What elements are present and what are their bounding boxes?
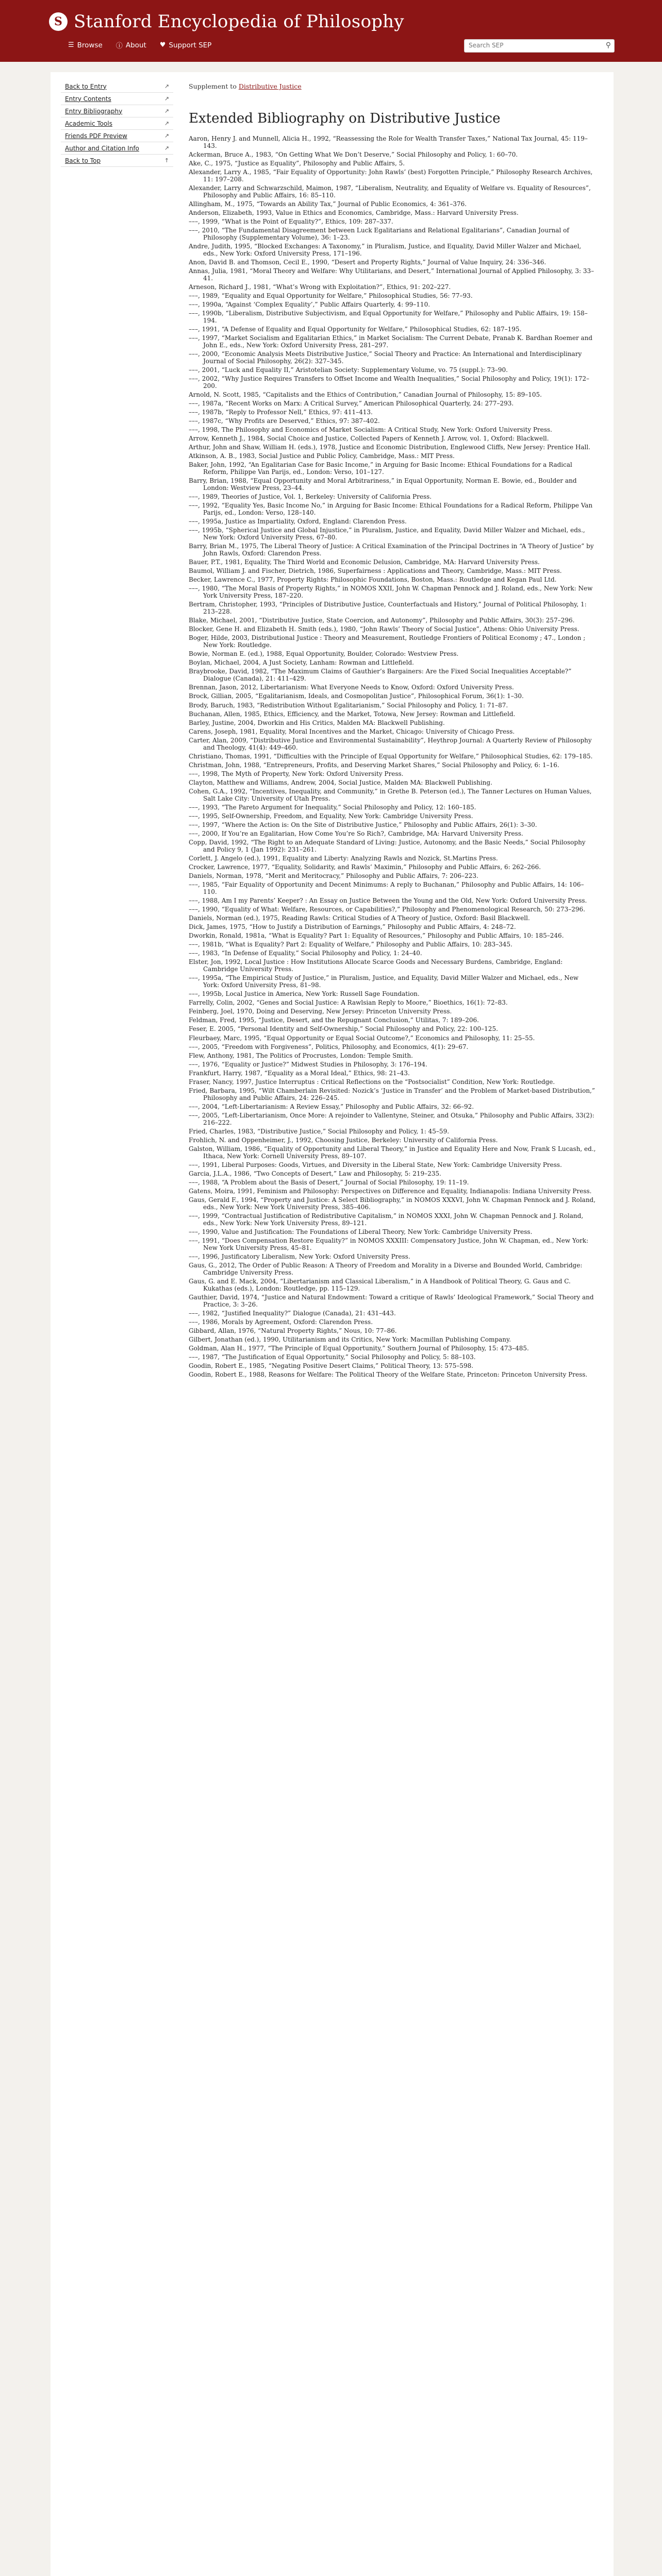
- bibliography-entry: Fraser, Nancy, 1997, Justice Interruptus : Critical Reflections on the “Postsocialist” Condition, New York: Routledge.: [189, 1078, 555, 1086]
- bibliography-entry: –––, 1983, “In Defense of Equality,” Social Philosophy and Policy, 1: 24–40.: [189, 950, 422, 957]
- bibliography-entry: –––, 1991, Liberal Purposes: Goods, Virtues, and Diversity in the Liberal State, New York: Cambridge University Press.: [189, 1161, 562, 1168]
- sidebar-item-label[interactable]: Author and Citation Info: [65, 144, 139, 152]
- external-link-icon: ↗: [164, 132, 169, 139]
- bibliography-entry: Becker, Lawrence C., 1977, Property Rights: Philosophic Foundations, Boston, Mass.: Routledge and Kegan Paul Ltd.: [189, 576, 557, 584]
- bibliography-entry: Barry, Brian, 1988, “Equal Opportunity and Moral Arbitrariness,” in Equal Opportunity, Norman E. Bowie, ed., Boulder and London: Westview Press, 23–44.: [189, 477, 577, 492]
- bibliography-entry: Brennan, Jason, 2012, Libertarianism: What Everyone Needs to Know, Oxford: Oxford University Press.: [189, 684, 514, 691]
- external-link-icon: ↗: [164, 108, 169, 114]
- bibliography-entry: –––, 1999, “Contractual Justification of Redistributive Capitalism,” in NOMOS XXXI, John W. Chapman Pennock and J. Roland, eds., New York: New York University Press, 89–121.: [189, 1212, 584, 1227]
- sidebar-item-label[interactable]: Back to Top: [65, 157, 101, 164]
- supplement-prefix: Supplement to: [189, 82, 239, 90]
- bibliography-entry: –––, 1990, “Equality of What: Welfare, Resources, or Capabilities?,” Philosophy and Phenomenological Research, 50: 273–296.: [189, 906, 585, 913]
- bibliography-entry: Braybrooke, David, 1982, “The Maximum Claims of Gauthier’s Bargainers: Are the Fixed Social Inequalities Acceptable?” Dialogue (Canada), 21: 411–429.: [189, 668, 572, 683]
- bibliography-entry: Alexander, Larry A., 1985, “Fair Equality of Opportunity: John Rawls’ (best) Forgotten Principle,” Philosophy Research Archives, 11: 197–208.: [189, 168, 593, 183]
- bibliography-entry: –––, 2002, “Why Justice Requires Transfers to Offset Income and Wealth Inequalities,” Social Philosophy and Policy, 19(1): 172–200.: [189, 375, 589, 389]
- nav-browse[interactable]: [68, 40, 103, 50]
- bibliography-entry: –––, 2010, “The Fundamental Disagreement between Luck Egalitarians and Relational Egalitarians”, Canadian Journal of Philosophy (Supplementary Volume), 36: 1–23.: [189, 227, 569, 241]
- bibliography-entry: Aaron, Henry J. and Munnell, Alicia H., 1992, “Reassessing the Role for Wealth Transfer Taxes,” National Tax Journal, 45: 119–143.: [189, 135, 588, 149]
- bibliography-entry: Dworkin, Ronald, 1981a, “What is Equality? Part 1: Equality of Resources,” Philosophy and Public Affairs, 10: 185–246.: [189, 932, 564, 940]
- info-icon: ⓘ: [115, 42, 123, 50]
- bibliography-entry: Frankfurt, Harry, 1987, “Equality as a Moral Ideal,” Ethics, 98: 21–43.: [189, 1069, 410, 1077]
- site-brand[interactable]: [49, 11, 404, 32]
- sidebar-item-label[interactable]: Back to Entry: [65, 82, 107, 90]
- page-title: Extended Bibliography on Distributive Justice: [189, 111, 501, 126]
- bibliography-entry: Goodin, Robert E., 1985, “Negating Positive Desert Claims,” Political Theory, 13: 575–598.: [189, 1362, 474, 1370]
- search-box: [464, 39, 615, 53]
- sidebar-item-back-to-entry[interactable]: [61, 80, 173, 93]
- nav-about-label: About: [125, 41, 146, 49]
- bibliography-entry: Gatens, Moira, 1991, Feminism and Philosophy: Perspectives on Difference and Equality, Indianapolis: Indiana University Press.: [189, 1187, 592, 1195]
- bibliography-entry: Boger, Hilde, 2003, Distributional Justice : Theory and Measurement, Routledge Frontiers of Political Economy ; 47., London ; New York: Routledge.: [189, 634, 586, 649]
- bibliography-entry: –––, 2000, “Economic Analysis Meets Distributive Justice,” Social Theory and Practice: An International and Interdisciplinary Journal of Social Philosophy, 26(2): 327–345.: [189, 350, 582, 365]
- bibliography-entry: Cohen, G.A., 1992, “Incentives, Inequality, and Community,” in Grethe B. Peterson (ed.), The Tanner Lectures on Human Values, Salt Lake City: University of Utah Press.: [189, 787, 592, 802]
- bibliography-entry: Gibbard, Allan, 1976, “Natural Property Rights,” Nous, 10: 77–86.: [189, 1327, 397, 1334]
- bibliography-entry: –––, 2001, “Luck and Equality II,” Aristotelian Society: Supplementary Volume, vo. 75 (suppl.): 73–90.: [189, 366, 508, 374]
- search-icon[interactable]: ⚲: [605, 41, 611, 49]
- bibliography-entry: Daniels, Norman, 1978, “Merit and Meritocracy,” Philosophy and Public Affairs, 7: 206–223.: [189, 872, 478, 880]
- bibliography-entry: –––, 1995, Self-Ownership, Freedom, and Equality, New York: Cambridge University Press.: [189, 812, 473, 820]
- sidebar-item-label[interactable]: Entry Contents: [65, 95, 111, 103]
- bibliography-entry: –––, 1985, “Fair Equality of Opportunity and Decent Minimums: A reply to Buchanan,” Philosophy and Public Affairs, 14: 106–110.: [189, 881, 584, 895]
- site-header: [0, 0, 662, 62]
- nav-browse-label: Browse: [77, 41, 103, 49]
- bibliography-entry: Fried, Barbara, 1995, “Wilt Chamberlain Revisited: Nozick’s ‘Justice in Transfer’ and the Problem of Market-based Distribution,” Philosophy and Public Affairs, 24: 226–245.: [189, 1087, 595, 1101]
- bibliography-entry: Baumol, William J. and Fischer, Dietrich, 1986, Superfairness : Applications and Theory, Cambridge, Mass.: MIT Press.: [189, 567, 562, 575]
- bibliography-entry: –––, 1976, “Equality or Justice?” Midwest Studies in Philosophy, 3: 176–194.: [189, 1060, 427, 1068]
- bibliography-entry: –––, 1991, “A Defense of Equality and Equal Opportunity for Welfare,” Philosophical Studies, 62: 187–195.: [189, 326, 522, 333]
- bibliography-entry: Alexander, Larry and Schwarzschild, Maimon, 1987, “Liberalism, Neutrality, and Equality of Welfare vs. Equality of Resources”, Philosophy and Public Affairs, 16: 85–110.: [189, 184, 591, 199]
- bibliography-entry: Gaus, G., 2012, The Order of Public Reason: A Theory of Freedom and Morality in a Diverse and Bounded World, Cambridge: Cambridge University Press.: [189, 1261, 583, 1276]
- bibliography-entry: –––, 1986, Morals by Agreement, Oxford: Clarendon Press.: [189, 1318, 373, 1326]
- bibliography-entry: Boylan, Michael, 2004, A Just Society, Lanham: Rowman and Littlefield.: [189, 659, 414, 667]
- bibliography-entry: –––, 1990a, “Against ‘Complex Equality’,” Public Affairs Quarterly, 4: 99–110.: [189, 301, 431, 309]
- bibliography-entry: –––, 2005, “Freedom with Forgiveness”, Politics, Philosophy, and Economics, 4(1): 29–67.: [189, 1043, 469, 1050]
- bibliography-entry: –––, 2000, If You’re an Egalitarian, How Come You’re So Rich?, Cambridge, MA: Harvard University Press.: [189, 829, 523, 837]
- bibliography-entry: –––, 1995a, Justice as Impartiality, Oxford, England: Clarendon Press.: [189, 518, 407, 526]
- bibliography-entry: Elster, Jon, 1992, Local Justice : How Institutions Allocate Scarce Goods and Necessary Burdens, Cambridge, England: Cambridge University Press.: [189, 958, 563, 973]
- sidebar: [61, 80, 173, 167]
- bibliography-entry: Fried, Charles, 1983, “Distributive Justice,” Social Philosophy and Policy, 1: 45–59.: [189, 1127, 450, 1135]
- bibliography-entry: Anderson, Elizabeth, 1993, Value in Ethics and Economics, Cambridge, Mass.: Harvard University Press.: [189, 209, 519, 216]
- bibliography-entry: –––, 1988, Am I my Parents’ Keeper? : An Essay on Justice Between the Young and the Old, New York: Oxford University Press.: [189, 897, 587, 905]
- bibliography-entry: Carens, Joseph, 1981, Equality, Moral Incentives and the Market, Chicago: University of Chicago Press.: [189, 727, 515, 735]
- bibliography-entry: Arthur, John and Shaw, William H. (eds.), 1978, Justice and Economic Distribution, Englewood Cliffs, New Jersey: Prentice Hall.: [189, 444, 591, 451]
- bibliography-entry: –––, 1989, Theories of Justice, Vol. 1, Berkeley: University of California Press.: [189, 493, 432, 501]
- bibliography-entry: –––, 1990b, “Liberalism, Distributive Subjectivism, and Equal Opportunity for Welfare,” Philosophy and Public Affairs, 19: 158–194.: [189, 310, 588, 325]
- bibliography-entry: Gauthier, David, 1974, “Justice and Natural Endowment: Toward a critique of Rawls’ Ideological Framework,” Social Theory and Practice, 3: 3–26.: [189, 1293, 594, 1308]
- sidebar-item-label[interactable]: Academic Tools: [65, 120, 112, 127]
- main-content: [189, 82, 596, 1380]
- bibliography-entry: Barry, Brian M., 1975, The Liberal Theory of Justice: A Critical Examination of the Principal Doctrines in “A Theory of Justice” by John Rawls, Oxford: Clarendon Press.: [189, 543, 594, 557]
- bibliography-entry: –––, 1997, “Where the Action is: On the Site of Distributive Justice,” Philosophy and Public Affairs, 26(1): 3–30.: [189, 821, 537, 828]
- nav-about[interactable]: [116, 40, 146, 50]
- bibliography-entry: Feldman, Fred, 1995, “Justice, Desert, and the Repugnant Conclusion,” Utilitas, 7: 189–206.: [189, 1016, 479, 1024]
- bibliography-entry: –––, 2004, “Left-Libertarianism: A Review Essay,” Philosophy and Public Affairs, 32: 66–92.: [189, 1103, 474, 1110]
- bibliography-entry: –––, 1996, Justificatory Liberalism, New York: Oxford University Press.: [189, 1252, 410, 1260]
- bibliography-entry: Feser, E. 2005, “Personal Identity and Self-Ownership,” Social Philosophy and Policy, 22: 100–125.: [189, 1025, 498, 1033]
- arrow-up-icon: ↑: [164, 157, 169, 164]
- external-link-icon: ↗: [164, 120, 169, 127]
- bibliography-entry: Christiano, Thomas, 1991, “Difficulties with the Principle of Equal Opportunity for Welfare,” Philosophical Studies, 62: 179–185.: [189, 752, 593, 760]
- bibliography-entry: Arneson, Richard J., 1981, “What’s Wrong with Exploitation?”, Ethics, 91: 202–227.: [189, 283, 451, 291]
- sidebar-item-friends-pdf-preview[interactable]: [61, 130, 173, 142]
- bibliography-entry: –––, 1987b, “Reply to Professor Nell,” Ethics, 97: 411–413.: [189, 409, 373, 416]
- sidebar-item-author-citation[interactable]: [61, 142, 173, 155]
- bibliography-entry: Clayton, Matthew and Williams, Andrew, 2004, Social Justice, Malden MA: Blackwell Publishing.: [189, 778, 492, 786]
- bibliography-entry: –––, 2005, “Left-Libertarianism, Once More: A rejoinder to Vallentyne, Steiner, and Otsuka,” Philosophy and Public Affairs, 33(2): 216–222.: [189, 1111, 594, 1126]
- book-icon: ☰: [68, 41, 74, 49]
- bibliography-entry: Fleurbaey, Marc, 1995, “Equal Opportunity or Equal Social Outcome?,” Economics and Philosophy, 11: 25–55.: [189, 1034, 535, 1042]
- bibliography-entry: Brock, Gillian, 2005, “Egalitarianism, Ideals, and Cosmopolitan Justice”, Philosophical Forum, 36(1): 1–30.: [189, 692, 524, 700]
- bibliography-entry: Buchanan, Allen, 1985, Ethics, Efficiency, and the Market, Totowa, New Jersey: Rowman and Littlefield.: [189, 710, 516, 718]
- bibliography-entry: Ackerman, Bruce A., 1983, “On Getting What We Don’t Deserve,” Social Philosophy and Policy, 1: 60–70.: [189, 150, 518, 158]
- bibliography-entry: Christman, John, 1988, “Entrepreneurs, Profits, and Deserving Market Shares,” Social Philosophy and Policy, 6: 1–16.: [189, 761, 559, 769]
- bibliography-entry: Frohlich, N. and Oppenheimer, J., 1992, Choosing Justice, Berkeley: University of California Press.: [189, 1136, 498, 1144]
- bibliography-entry: Gilbert, Jonathan (ed.), 1990, Utilitarianism and its Critics, New York: Macmillan Publishing Company.: [189, 1335, 511, 1343]
- bibliography-entry: –––, 1987c, “Why Profits are Deserved,” Ethics, 97: 387–402.: [189, 417, 380, 425]
- bibliography-entry: –––, 1980, “The Moral Basis of Property Rights,” in NOMOS XXII, John W. Chapman Pennock and J. Roland, eds., New York: New York University Press, 187–220.: [189, 585, 593, 600]
- search-input[interactable]: [465, 40, 602, 51]
- sidebar-item-label[interactable]: Friends PDF Preview: [65, 132, 127, 140]
- bibliography-entry: –––, 1987, “The Justification of Equal Opportunity,” Social Philosophy and Policy, 5: 88–103.: [189, 1353, 476, 1361]
- bibliography-entry: Ake, C., 1975, “Justice as Equality”, Philosophy and Public Affairs, 5.: [189, 160, 405, 167]
- bibliography-entry: Corlett, J. Angelo (ed.), 1991, Equality and Liberty: Analyzing Rawls and Nozick, St.Martins Press.: [189, 854, 498, 862]
- bibliography-entry: Feinberg, Joel, 1970, Doing and Deserving, New Jersey: Princeton University Press.: [189, 1008, 452, 1015]
- bibliography-entry: Goldman, Alan H., 1977, “The Principle of Equal Opportunity,” Southern Journal of Philosophy, 15: 473–485.: [189, 1344, 529, 1352]
- bibliography-entry: Gaus, Gerald F., 1994, “Property and Justice: A Select Bibliography,” in NOMOS XXXVI, John W. Chapman Pennock and J. Roland, eds., New York: New York University Press, 385–406.: [189, 1196, 596, 1211]
- bibliography-entry: –––, 1997, “Market Socialism and Egalitarian Ethics,” in Market Socialism: The Current Debate, Pranab K. Bardhan Roemer and John E., eds., New York: Oxford University Press, 281–297.: [189, 334, 593, 349]
- bibliography-entry: –––, 1995b, “Spherical Justice and Global Injustice,” in Pluralism, Justice, and Equality, David Miller Walzer and Michael, eds., New York: Oxford University Press, 67–80.: [189, 527, 585, 541]
- bibliography-entry: –––, 1982, “Justified Inequality?” Dialogue (Canada), 21: 431–443.: [189, 1309, 396, 1317]
- bibliography-entry: –––, 1987a, “Recent Works on Marx: A Critical Survey,” American Philosophical Quarterly, 24: 277–293.: [189, 400, 514, 408]
- bibliography-entry: –––, 1989, “Equality and Equal Opportunity for Welfare,” Philosophical Studies, 56: 77–93.: [189, 292, 473, 300]
- bibliography-entry: Goodin, Robert E., 1988, Reasons for Welfare: The Political Theory of the Welfare State, Princeton: Princeton University Press.: [189, 1371, 588, 1379]
- sidebar-item-academic-tools[interactable]: [61, 117, 173, 130]
- sidebar-item-entry-contents[interactable]: [61, 93, 173, 105]
- bibliography-entry: –––, 1992, “Equality Yes, Basic Income No,” in Arguing for Basic Income: Ethical Foundations for a Radical Reform, Philippe Van Parijs, ed., London: Verso, 128–140.: [189, 502, 593, 517]
- bibliography-entry: Carter, Alan, 2009, “Distributive Justice and Environmental Sustainability”, Heythrop Journal: A Quarterly Review of Philosophy and Theology, 41(4): 449–460.: [189, 736, 592, 751]
- bibliography-entry: Crocker, Lawrence, 1977, “Equality, Solidarity, and Rawls’ Maximin,” Philosophy and Public Affairs, 6: 262–266.: [189, 863, 541, 871]
- bibliography-entry: Arnold, N. Scott, 1985, “Capitalists and the Ethics of Contribution,” Canadian Journal of Philosophy, 15: 89–105.: [189, 391, 542, 399]
- external-link-icon: ↗: [164, 95, 169, 102]
- bibliography-entry: Farrelly, Colin, 2002, “Genes and Social Justice: A Rawlsian Reply to Moore,” Bioethics, 16(1): 72–83.: [189, 999, 508, 1007]
- bibliography-entry: Galston, William, 1986, “Equality of Opportunity and Liberal Theory,” in Justice and Equality Here and Now, Frank S Lucash, ed., Ithaca, New York: Cornell University Press, 89–107.: [189, 1145, 596, 1160]
- nav-support[interactable]: [160, 40, 212, 50]
- bibliography-entry: Baker, John, 1992, “An Egalitarian Case for Basic Income,” in Arguing for Basic Income: Ethical Foundations for a Radical Reform, Philippe Van Parijs, ed., London: Verso, 101–127.: [189, 461, 572, 476]
- bibliography-entry: Brody, Baruch, 1983, “Redistribution Without Egalitarianism,” Social Philosophy and Policy, 1: 71–87.: [189, 701, 508, 709]
- supplement-note: [189, 82, 596, 90]
- external-link-icon: ↗: [164, 145, 169, 151]
- main-nav: [68, 40, 211, 50]
- supplement-link[interactable]: Distributive Justice: [238, 82, 302, 90]
- bibliography-entry: Bauer, P.T., 1981, Equality, The Third World and Economic Delusion, Cambridge, MA: Harvard University Press.: [189, 558, 540, 566]
- bibliography-entry: Bertram, Christopher, 1993, “Principles of Distributive Justice, Counterfactuals and History,” Journal of Political Philosophy, 1: 213–228.: [189, 601, 587, 616]
- bibliography-entry: –––, 1999, “What is the Point of Equality?”, Ethics, 109: 287–337.: [189, 218, 393, 226]
- bibliography-entry: Gaus, G. and E. Mack, 2004, “Libertarianism and Classical Liberalism,” in A Handbook of Political Theory, G. Gaus and C. Kukathas (eds.), London: Routledge, pp. 115–129.: [189, 1277, 571, 1292]
- bibliography-entry: Copp, David, 1992, “The Right to an Adequate Standard of Living: Justice, Autonomy, and the Basic Needs,” Social Philosophy and Policy 9, 1 (Jan 1992): 231–261.: [189, 838, 586, 853]
- bibliography-entry: –––, 1981b, “What is Equality? Part 2: Equality of Welfare,” Philosophy and Public Affairs, 10: 283–345.: [189, 941, 512, 948]
- bibliography-list: [189, 135, 596, 1379]
- bibliography-entry: Garcia, J.L.A., 1986, “Two Concepts of Desert,” Law and Philosophy, 5: 219–235.: [189, 1170, 441, 1177]
- bibliography-entry: Daniels, Norman (ed.), 1975, Reading Rawls: Critical Studies of A Theory of Justice, Oxford: Basil Blackwell.: [189, 914, 530, 922]
- bibliography-entry: –––, 1995a, “The Empirical Study of Justice,” in Pluralism, Justice, and Equality, David Miller Walzer and Michael, eds., New York: Oxford University Press, 81–98.: [189, 974, 579, 989]
- site-title[interactable]: Stanford Encyclopedia of Philosophy: [74, 11, 404, 32]
- bibliography-entry: –––, 1988, “A Problem about the Basis of Desert,” Journal of Social Philosophy, 19: 11–19.: [189, 1178, 469, 1186]
- bibliography-entry: Dick, James, 1975, “How to Justify a Distribution of Earnings,” Philosophy and Public Affairs, 4: 248–72.: [189, 923, 516, 931]
- bibliography-entry: –––, 1991, “Does Compensation Restore Equality?” in NOMOS XXXIII: Compensatory Justice, John W. Chapman, ed., New York: New York University Press, 45–81.: [189, 1236, 589, 1251]
- bibliography-entry: Atkinson, A. B., 1983, Social Justice and Public Policy, Cambridge, Mass.: MIT Press.: [189, 452, 455, 460]
- sidebar-item-back-to-top[interactable]: [61, 155, 173, 167]
- nav-support-label: Support SEP: [169, 41, 212, 49]
- support-icon: ♥: [159, 41, 166, 49]
- bibliography-entry: Anon, David B. and Thomson, Cecil E., 1990, “Desert and Property Rights,” Journal of Value Inquiry, 24: 336–346.: [189, 259, 547, 266]
- bibliography-entry: –––, 1995b, Local Justice in America, New York: Russell Sage Foundation.: [189, 990, 420, 998]
- external-link-icon: ↗: [164, 83, 169, 90]
- bibliography-entry: Bowie, Norman E. (ed.), 1988, Equal Opportunity, Boulder, Colorado: Westview Press.: [189, 650, 459, 658]
- sidebar-item-label[interactable]: Entry Bibliography: [65, 107, 123, 115]
- content-container: [51, 72, 614, 2576]
- bibliography-entry: –––, 1990, Value and Justification: The Foundations of Liberal Theory, New York: Cambridge University Press.: [189, 1228, 533, 1235]
- bibliography-entry: Annas, Julia, 1981, “Moral Theory and Welfare: Why Utilitarians, and Desert,” International Journal of Applied Philosophy, 3: 33–41.: [189, 267, 594, 282]
- bibliography-entry: Blake, Michael, 2001, “Distributive Justice, State Coercion, and Autonomy”, Philosophy and Public Affairs, 30(3): 257–296.: [189, 617, 575, 624]
- bibliography-entry: Blocker, Gene H. and Elizabeth H. Smith (eds.), 1980, “John Rawls’ Theory of Social Justice”, Athens: Ohio University Press.: [189, 625, 580, 633]
- bibliography-entry: Arrow, Kenneth J., 1984, Social Choice and Justice, Collected Papers of Kenneth J. Arrow, vol. 1, Oxford: Blackwell.: [189, 435, 549, 443]
- sidebar-item-entry-bibliography[interactable]: [61, 105, 173, 117]
- sep-logo: S: [49, 12, 68, 31]
- bibliography-entry: –––, 1998, The Myth of Property, New York: Oxford University Press.: [189, 770, 404, 777]
- bibliography-entry: Flew, Anthony, 1981, The Politics of Procrustes, London: Temple Smith.: [189, 1052, 413, 1059]
- bibliography-entry: –––, 1998, The Philosophy and Economics of Market Socialism: A Critical Study, New York: Oxford University Press.: [189, 426, 552, 434]
- bibliography-entry: Allingham, M., 1975, “Towards an Ability Tax,” Journal of Public Economics, 4: 361–376.: [189, 200, 467, 208]
- bibliography-entry: Andre, Judith, 1995, “Blocked Exchanges: A Taxonomy,” in Pluralism, Justice, and Equality, David Miller Walzer and Michael, eds., New York: Oxford University Press, 171–196.: [189, 243, 582, 257]
- bibliography-entry: Barley, Justine, 2004, Dworkin and His Critics, Malden MA: Blackwell Publishing.: [189, 719, 445, 726]
- bibliography-entry: –––, 1993, “The Pareto Argument for Inequality,” Social Philosophy and Policy, 12: 160–185.: [189, 803, 476, 811]
